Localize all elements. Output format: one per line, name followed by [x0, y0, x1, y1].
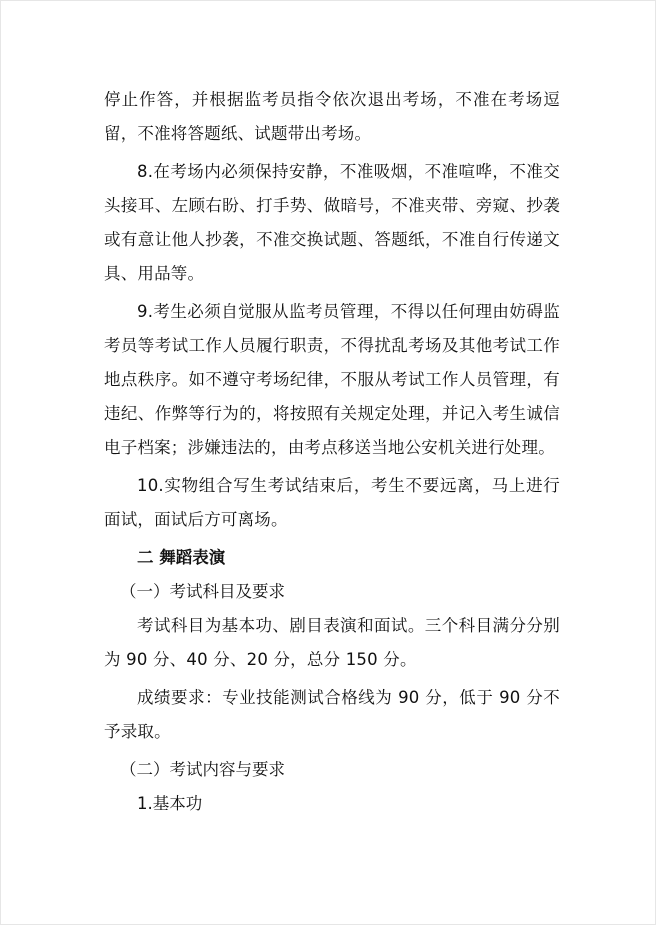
paragraph-subjects: 考试科目为基本功、剧目表演和面试。三个科目满分分别为 90 分、40 分、20 分，总分 150 分。 [104, 616, 560, 669]
subsection-heading-subjects: （一）考试科目及要求 [120, 582, 285, 601]
paragraph-exam-exit: 停止作答，并根据监考员指令依次退出考场，不准在考场逗留，不准将答题纸、试题带出考场。 [104, 90, 560, 143]
paragraph-rule-9: 9.考生必须自觉服从监考员管理，不得以任何理由妨碍监考员等考试工作人员履行职责，不得扰乱考场及其他考试工作地点秩序。如不遵守考场纪律，不服从考试工作人员管理，有违纪、作弊等行为的，将按照有关规定处理，并记入考生诚信电子档案；涉嫌违法的，由考点移送当地公安机关进行处理。 [104, 302, 560, 457]
document-body [104, 83, 560, 821]
paragraph-rule-10: 10.实物组合写生考试结束后，考生不要远离，马上进行面试，面试后方可离场。 [104, 476, 560, 529]
subsection-heading-content: （二）考试内容与要求 [120, 760, 285, 779]
paragraph-rule-8: 8.在考场内必须保持安静，不准吸烟，不准喧哗，不准交头接耳、左顾右盼、打手势、做暗号，不准夹带、旁窥、抄袭或有意让他人抄袭，不准交换试题、答题纸，不准自行传递文具、用品等。 [104, 162, 560, 283]
item-basic-skills: 1.基本功 [137, 794, 203, 813]
paragraph-score-requirement: 成绩要求：专业技能测试合格线为 90 分，低于 90 分不予录取。 [104, 688, 560, 741]
section-heading-dance: 二 舞蹈表演 [137, 548, 226, 567]
